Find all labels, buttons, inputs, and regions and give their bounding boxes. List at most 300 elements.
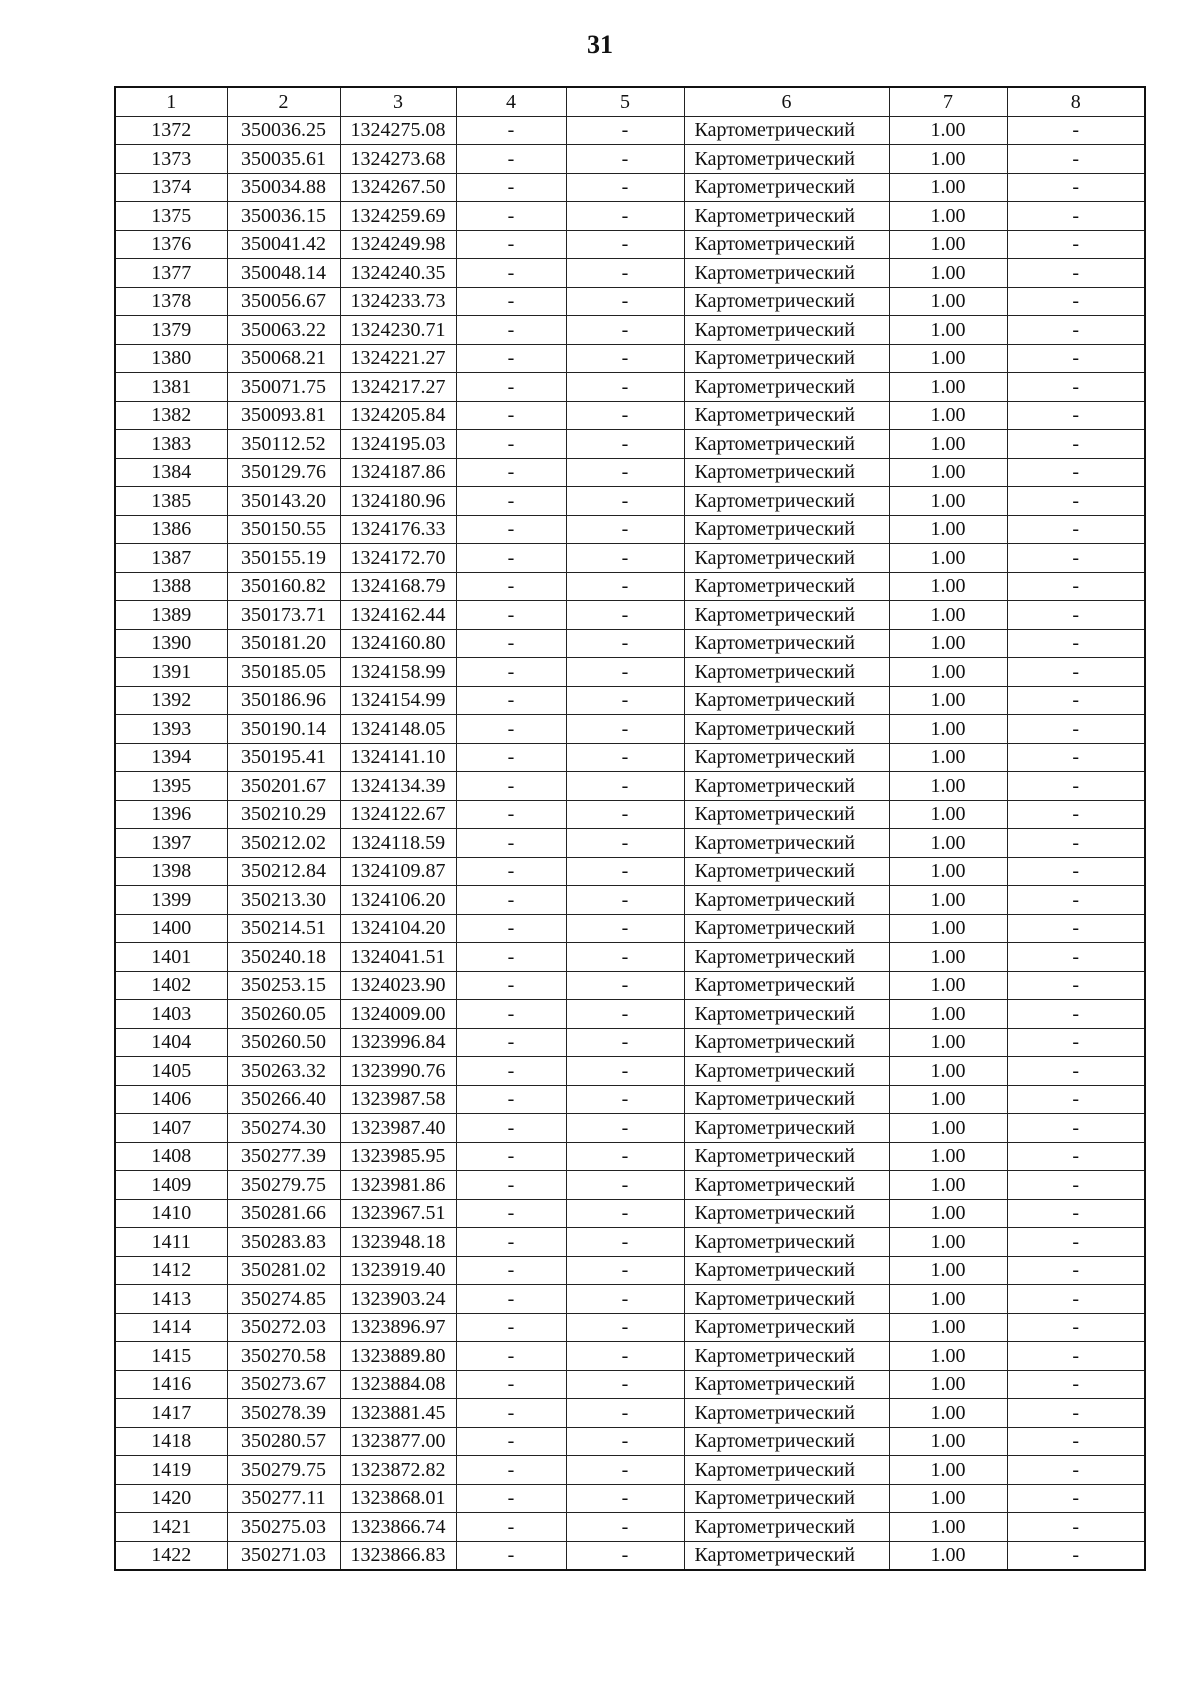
cell-col-8: -: [1007, 116, 1145, 145]
cell-accuracy: 1.00: [889, 1085, 1007, 1114]
cell-col-5: -: [566, 743, 684, 772]
cell-col-4: -: [456, 430, 566, 459]
cell-method: Картометрический: [684, 316, 889, 345]
cell-y-coordinate: 1324023.90: [340, 971, 456, 1000]
cell-method: Картометрический: [684, 487, 889, 516]
table-row: [115, 1142, 1145, 1171]
cell-x-coordinate: 350155.19: [227, 544, 340, 573]
cell-y-coordinate: 1324259.69: [340, 202, 456, 231]
cell-x-coordinate: 350212.84: [227, 857, 340, 886]
table-row: [115, 1541, 1145, 1570]
cell-point-number: 1418: [115, 1427, 227, 1456]
cell-col-4: -: [456, 857, 566, 886]
table-row: [115, 230, 1145, 259]
cell-point-number: 1413: [115, 1285, 227, 1314]
cell-col-5: -: [566, 515, 684, 544]
table-row: [115, 1399, 1145, 1428]
cell-col-8: -: [1007, 886, 1145, 915]
cell-col-8: -: [1007, 857, 1145, 886]
cell-point-number: 1398: [115, 857, 227, 886]
cell-col-8: -: [1007, 259, 1145, 288]
cell-col-8: -: [1007, 971, 1145, 1000]
table-row: [115, 943, 1145, 972]
cell-col-8: -: [1007, 1000, 1145, 1029]
cell-point-number: 1378: [115, 287, 227, 316]
cell-x-coordinate: 350210.29: [227, 800, 340, 829]
cell-method: Картометрический: [684, 886, 889, 915]
cell-x-coordinate: 350036.25: [227, 116, 340, 145]
cell-method: Картометрический: [684, 1370, 889, 1399]
cell-y-coordinate: 1324104.20: [340, 914, 456, 943]
cell-y-coordinate: 1324275.08: [340, 116, 456, 145]
table-row: [115, 1484, 1145, 1513]
cell-point-number: 1410: [115, 1199, 227, 1228]
cell-y-coordinate: 1324176.33: [340, 515, 456, 544]
cell-y-coordinate: 1324041.51: [340, 943, 456, 972]
cell-col-4: -: [456, 1085, 566, 1114]
column-header-5: 5: [566, 87, 684, 116]
cell-accuracy: 1.00: [889, 373, 1007, 402]
cell-accuracy: 1.00: [889, 1541, 1007, 1570]
cell-y-coordinate: 1323981.86: [340, 1171, 456, 1200]
cell-col-5: -: [566, 658, 684, 687]
table-row: [115, 772, 1145, 801]
cell-col-5: -: [566, 487, 684, 516]
cell-col-5: -: [566, 316, 684, 345]
column-header-6: 6: [684, 87, 889, 116]
cell-col-8: -: [1007, 943, 1145, 972]
cell-method: Картометрический: [684, 515, 889, 544]
cell-method: Картометрический: [684, 344, 889, 373]
cell-accuracy: 1.00: [889, 772, 1007, 801]
cell-y-coordinate: 1324141.10: [340, 743, 456, 772]
cell-y-coordinate: 1323903.24: [340, 1285, 456, 1314]
cell-col-8: -: [1007, 1399, 1145, 1428]
cell-col-8: -: [1007, 430, 1145, 459]
cell-col-4: -: [456, 1513, 566, 1542]
cell-col-8: -: [1007, 1256, 1145, 1285]
cell-accuracy: 1.00: [889, 1228, 1007, 1257]
table-row: [115, 1199, 1145, 1228]
cell-col-4: -: [456, 145, 566, 174]
cell-y-coordinate: 1324109.87: [340, 857, 456, 886]
cell-col-8: -: [1007, 1427, 1145, 1456]
cell-y-coordinate: 1323866.83: [340, 1541, 456, 1570]
cell-method: Картометрический: [684, 829, 889, 858]
cell-col-8: -: [1007, 316, 1145, 345]
cell-col-4: -: [456, 914, 566, 943]
cell-accuracy: 1.00: [889, 1256, 1007, 1285]
table-row: [115, 287, 1145, 316]
cell-col-8: -: [1007, 686, 1145, 715]
table-row: [115, 401, 1145, 430]
cell-y-coordinate: 1324187.86: [340, 458, 456, 487]
cell-x-coordinate: 350277.11: [227, 1484, 340, 1513]
table-row: [115, 1114, 1145, 1143]
cell-y-coordinate: 1324168.79: [340, 572, 456, 601]
cell-col-4: -: [456, 971, 566, 1000]
cell-accuracy: 1.00: [889, 544, 1007, 573]
column-header-1: 1: [115, 87, 227, 116]
cell-col-5: -: [566, 287, 684, 316]
cell-col-5: -: [566, 1171, 684, 1200]
cell-x-coordinate: 350260.50: [227, 1028, 340, 1057]
cell-accuracy: 1.00: [889, 1142, 1007, 1171]
cell-method: Картометрический: [684, 943, 889, 972]
cell-method: Картометрический: [684, 1313, 889, 1342]
cell-col-4: -: [456, 1228, 566, 1257]
cell-x-coordinate: 350093.81: [227, 401, 340, 430]
cell-col-4: -: [456, 1399, 566, 1428]
cell-point-number: 1409: [115, 1171, 227, 1200]
cell-col-4: -: [456, 1427, 566, 1456]
cell-x-coordinate: 350129.76: [227, 458, 340, 487]
cell-accuracy: 1.00: [889, 1370, 1007, 1399]
cell-x-coordinate: 350274.85: [227, 1285, 340, 1314]
cell-x-coordinate: 350212.02: [227, 829, 340, 858]
cell-col-5: -: [566, 1199, 684, 1228]
table-row: [115, 601, 1145, 630]
cell-method: Картометрический: [684, 857, 889, 886]
cell-point-number: 1416: [115, 1370, 227, 1399]
cell-method: Картометрический: [684, 1199, 889, 1228]
cell-method: Картометрический: [684, 173, 889, 202]
cell-col-5: -: [566, 1028, 684, 1057]
cell-point-number: 1417: [115, 1399, 227, 1428]
table-row: [115, 316, 1145, 345]
table-row: [115, 1427, 1145, 1456]
cell-col-8: -: [1007, 1285, 1145, 1314]
cell-point-number: 1380: [115, 344, 227, 373]
cell-point-number: 1384: [115, 458, 227, 487]
cell-col-5: -: [566, 1427, 684, 1456]
cell-col-8: -: [1007, 658, 1145, 687]
cell-accuracy: 1.00: [889, 173, 1007, 202]
cell-x-coordinate: 350281.66: [227, 1199, 340, 1228]
cell-col-4: -: [456, 772, 566, 801]
cell-x-coordinate: 350283.83: [227, 1228, 340, 1257]
cell-point-number: 1391: [115, 658, 227, 687]
cell-col-8: -: [1007, 601, 1145, 630]
cell-accuracy: 1.00: [889, 1456, 1007, 1485]
cell-point-number: 1396: [115, 800, 227, 829]
cell-y-coordinate: 1324154.99: [340, 686, 456, 715]
cell-col-5: -: [566, 116, 684, 145]
cell-col-8: -: [1007, 772, 1145, 801]
cell-y-coordinate: 1323985.95: [340, 1142, 456, 1171]
cell-x-coordinate: 350214.51: [227, 914, 340, 943]
table-row: [115, 202, 1145, 231]
cell-accuracy: 1.00: [889, 1399, 1007, 1428]
cell-col-8: -: [1007, 1171, 1145, 1200]
cell-point-number: 1387: [115, 544, 227, 573]
cell-col-4: -: [456, 601, 566, 630]
cell-col-5: -: [566, 772, 684, 801]
cell-col-4: -: [456, 886, 566, 915]
table-body: [115, 116, 1145, 1570]
cell-accuracy: 1.00: [889, 1285, 1007, 1314]
cell-x-coordinate: 350274.30: [227, 1114, 340, 1143]
table-row: [115, 829, 1145, 858]
cell-col-5: -: [566, 1456, 684, 1485]
cell-col-8: -: [1007, 1228, 1145, 1257]
cell-y-coordinate: 1323889.80: [340, 1342, 456, 1371]
column-header-7: 7: [889, 87, 1007, 116]
cell-col-4: -: [456, 629, 566, 658]
cell-col-5: -: [566, 1541, 684, 1570]
cell-point-number: 1372: [115, 116, 227, 145]
cell-col-8: -: [1007, 373, 1145, 402]
cell-col-5: -: [566, 629, 684, 658]
cell-y-coordinate: 1324118.59: [340, 829, 456, 858]
cell-y-coordinate: 1324180.96: [340, 487, 456, 516]
cell-col-8: -: [1007, 173, 1145, 202]
cell-col-5: -: [566, 1285, 684, 1314]
table-row: [115, 1171, 1145, 1200]
cell-col-5: -: [566, 572, 684, 601]
cell-col-8: -: [1007, 1342, 1145, 1371]
header-row: [115, 87, 1145, 116]
cell-col-8: -: [1007, 487, 1145, 516]
cell-point-number: 1389: [115, 601, 227, 630]
cell-col-4: -: [456, 259, 566, 288]
cell-col-8: -: [1007, 829, 1145, 858]
cell-col-8: -: [1007, 1085, 1145, 1114]
cell-col-4: -: [456, 544, 566, 573]
cell-x-coordinate: 350181.20: [227, 629, 340, 658]
cell-col-8: -: [1007, 145, 1145, 174]
cell-point-number: 1385: [115, 487, 227, 516]
cell-accuracy: 1.00: [889, 1513, 1007, 1542]
cell-col-4: -: [456, 715, 566, 744]
table-row: [115, 857, 1145, 886]
cell-point-number: 1394: [115, 743, 227, 772]
cell-accuracy: 1.00: [889, 829, 1007, 858]
cell-method: Картометрический: [684, 800, 889, 829]
cell-point-number: 1399: [115, 886, 227, 915]
table-row: [115, 1057, 1145, 1086]
cell-point-number: 1375: [115, 202, 227, 231]
cell-x-coordinate: 350056.67: [227, 287, 340, 316]
table-row: [115, 886, 1145, 915]
cell-method: Картометрический: [684, 458, 889, 487]
cell-method: Картометрический: [684, 1256, 889, 1285]
cell-accuracy: 1.00: [889, 601, 1007, 630]
cell-method: Картометрический: [684, 259, 889, 288]
cell-y-coordinate: 1324106.20: [340, 886, 456, 915]
cell-col-4: -: [456, 1370, 566, 1399]
cell-method: Картометрический: [684, 202, 889, 231]
cell-accuracy: 1.00: [889, 857, 1007, 886]
cell-accuracy: 1.00: [889, 458, 1007, 487]
table-row: [115, 629, 1145, 658]
cell-col-5: -: [566, 1142, 684, 1171]
cell-method: Картометрический: [684, 971, 889, 1000]
table-row: [115, 715, 1145, 744]
cell-y-coordinate: 1323884.08: [340, 1370, 456, 1399]
cell-col-8: -: [1007, 515, 1145, 544]
cell-point-number: 1388: [115, 572, 227, 601]
cell-method: Картометрический: [684, 1342, 889, 1371]
cell-accuracy: 1.00: [889, 914, 1007, 943]
cell-x-coordinate: 350034.88: [227, 173, 340, 202]
cell-col-8: -: [1007, 914, 1145, 943]
cell-col-5: -: [566, 1313, 684, 1342]
cell-method: Картометрический: [684, 544, 889, 573]
cell-col-8: -: [1007, 344, 1145, 373]
cell-method: Картометрический: [684, 914, 889, 943]
cell-method: Картометрический: [684, 1427, 889, 1456]
cell-col-8: -: [1007, 544, 1145, 573]
cell-col-4: -: [456, 743, 566, 772]
cell-col-4: -: [456, 943, 566, 972]
cell-point-number: 1373: [115, 145, 227, 174]
table-row: [115, 572, 1145, 601]
cell-point-number: 1382: [115, 401, 227, 430]
cell-col-4: -: [456, 572, 566, 601]
cell-point-number: 1408: [115, 1142, 227, 1171]
table-row: [115, 544, 1145, 573]
cell-col-8: -: [1007, 1484, 1145, 1513]
cell-method: Картометрический: [684, 1456, 889, 1485]
cell-method: Картометрический: [684, 1000, 889, 1029]
cell-x-coordinate: 350190.14: [227, 715, 340, 744]
cell-point-number: 1421: [115, 1513, 227, 1542]
cell-col-5: -: [566, 1228, 684, 1257]
cell-col-4: -: [456, 487, 566, 516]
cell-x-coordinate: 350068.21: [227, 344, 340, 373]
cell-col-4: -: [456, 344, 566, 373]
table-row: [115, 1285, 1145, 1314]
table-row: [115, 1513, 1145, 1542]
cell-method: Картометрический: [684, 1285, 889, 1314]
cell-accuracy: 1.00: [889, 515, 1007, 544]
cell-method: Картометрический: [684, 772, 889, 801]
cell-point-number: 1422: [115, 1541, 227, 1570]
cell-y-coordinate: 1324273.68: [340, 145, 456, 174]
cell-x-coordinate: 350213.30: [227, 886, 340, 915]
table-row: [115, 1370, 1145, 1399]
cell-col-5: -: [566, 544, 684, 573]
table-row: [115, 430, 1145, 459]
cell-col-5: -: [566, 686, 684, 715]
table-row: [115, 686, 1145, 715]
cell-col-8: -: [1007, 1057, 1145, 1086]
cell-x-coordinate: 350275.03: [227, 1513, 340, 1542]
table-row: [115, 373, 1145, 402]
cell-accuracy: 1.00: [889, 1057, 1007, 1086]
cell-accuracy: 1.00: [889, 287, 1007, 316]
cell-x-coordinate: 350063.22: [227, 316, 340, 345]
cell-col-5: -: [566, 373, 684, 402]
cell-x-coordinate: 350160.82: [227, 572, 340, 601]
cell-col-8: -: [1007, 1028, 1145, 1057]
cell-col-4: -: [456, 1142, 566, 1171]
cell-method: Картометрический: [684, 1028, 889, 1057]
cell-x-coordinate: 350279.75: [227, 1456, 340, 1485]
cell-method: Картометрический: [684, 1484, 889, 1513]
table-row: [115, 145, 1145, 174]
cell-point-number: 1392: [115, 686, 227, 715]
cell-y-coordinate: 1323919.40: [340, 1256, 456, 1285]
cell-col-8: -: [1007, 715, 1145, 744]
cell-col-8: -: [1007, 287, 1145, 316]
cell-x-coordinate: 350263.32: [227, 1057, 340, 1086]
cell-accuracy: 1.00: [889, 1427, 1007, 1456]
cell-y-coordinate: 1324158.99: [340, 658, 456, 687]
table-row: [115, 344, 1145, 373]
cell-method: Картометрический: [684, 116, 889, 145]
cell-col-8: -: [1007, 1370, 1145, 1399]
cell-x-coordinate: 350143.20: [227, 487, 340, 516]
cell-x-coordinate: 350280.57: [227, 1427, 340, 1456]
cell-accuracy: 1.00: [889, 1199, 1007, 1228]
table-row: [115, 658, 1145, 687]
cell-col-4: -: [456, 686, 566, 715]
cell-col-5: -: [566, 1484, 684, 1513]
cell-y-coordinate: 1324172.70: [340, 544, 456, 573]
cell-y-coordinate: 1323877.00: [340, 1427, 456, 1456]
column-header-3: 3: [340, 87, 456, 116]
cell-method: Картометрический: [684, 1228, 889, 1257]
cell-accuracy: 1.00: [889, 401, 1007, 430]
cell-col-5: -: [566, 943, 684, 972]
cell-col-5: -: [566, 1513, 684, 1542]
cell-col-5: -: [566, 1000, 684, 1029]
cell-col-5: -: [566, 458, 684, 487]
cell-col-4: -: [456, 1057, 566, 1086]
cell-x-coordinate: 350036.15: [227, 202, 340, 231]
cell-point-number: 1411: [115, 1228, 227, 1257]
cell-col-4: -: [456, 515, 566, 544]
cell-x-coordinate: 350186.96: [227, 686, 340, 715]
cell-point-number: 1406: [115, 1085, 227, 1114]
table-row: [115, 1313, 1145, 1342]
cell-y-coordinate: 1324148.05: [340, 715, 456, 744]
column-header-4: 4: [456, 87, 566, 116]
cell-col-4: -: [456, 1342, 566, 1371]
cell-col-8: -: [1007, 1541, 1145, 1570]
cell-x-coordinate: 350277.39: [227, 1142, 340, 1171]
cell-y-coordinate: 1323872.82: [340, 1456, 456, 1485]
cell-point-number: 1395: [115, 772, 227, 801]
cell-col-8: -: [1007, 1142, 1145, 1171]
cell-point-number: 1415: [115, 1342, 227, 1371]
cell-col-8: -: [1007, 401, 1145, 430]
cell-y-coordinate: 1323896.97: [340, 1313, 456, 1342]
table-row: [115, 1228, 1145, 1257]
cell-col-4: -: [456, 1256, 566, 1285]
cell-point-number: 1401: [115, 943, 227, 972]
cell-accuracy: 1.00: [889, 572, 1007, 601]
table-row: [115, 800, 1145, 829]
cell-col-4: -: [456, 1199, 566, 1228]
cell-col-8: -: [1007, 458, 1145, 487]
cell-col-8: -: [1007, 1114, 1145, 1143]
cell-method: Картометрический: [684, 572, 889, 601]
cell-point-number: 1402: [115, 971, 227, 1000]
table-row: [115, 1456, 1145, 1485]
table-row: [115, 1342, 1145, 1371]
cell-point-number: 1403: [115, 1000, 227, 1029]
cell-col-4: -: [456, 800, 566, 829]
cell-accuracy: 1.00: [889, 686, 1007, 715]
cell-accuracy: 1.00: [889, 230, 1007, 259]
cell-method: Картометрический: [684, 658, 889, 687]
cell-method: Картометрический: [684, 373, 889, 402]
cell-x-coordinate: 350173.71: [227, 601, 340, 630]
cell-accuracy: 1.00: [889, 800, 1007, 829]
